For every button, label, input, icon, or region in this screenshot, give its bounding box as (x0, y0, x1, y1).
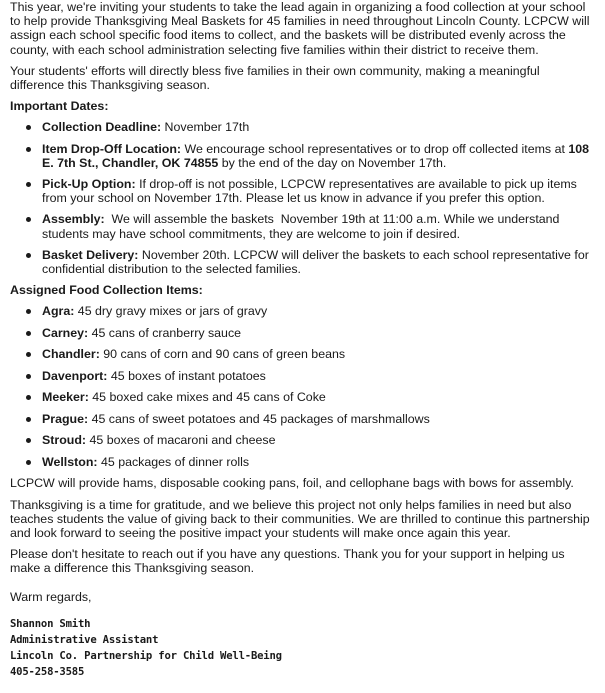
bullet-icon (26, 374, 31, 379)
bullet-icon (26, 125, 31, 130)
signature-org: Lincoln Co. Partnership for Child Well-Being (10, 649, 282, 662)
bullet-icon (26, 182, 31, 187)
list-item: Pick-Up Option: If drop-off is not possible, LCPCW representatives are available to pick up items from your school on November 17th. Please let us know in advance if you prefer this option. (42, 177, 595, 205)
signature-name: Shannon Smith (10, 617, 91, 630)
bullet-icon (26, 217, 31, 222)
signature-phone: 405-258-3585 (10, 665, 85, 678)
bullet-icon (26, 460, 31, 465)
bullet-icon (26, 253, 31, 258)
bullet-icon (26, 309, 31, 314)
bullet-icon (26, 438, 31, 443)
closing-paragraph-2: Thanksgiving is a time for gratitude, and we believe this project not only helps families in need but also teaches students the value of giving back to their communities. We are thrilled to continue this partnership and look forward to seeing the positive impact your students will make once again this year. (10, 497, 590, 541)
list-item: Stroud: 45 boxes of macaroni and cheese (42, 433, 595, 447)
bullet-icon (26, 147, 31, 152)
list-item: Prague: 45 cans of sweet potatoes and 45 packages of marshmallows (42, 412, 595, 426)
list-item: Davenport: 45 boxes of instant potatoes (42, 369, 595, 383)
food-items-list (10, 304, 595, 469)
list-item: Assembly: We will assemble the baskets November 19th at 11:00 a.m. While we understand students may have school commitments, they are welcome to join if desired. (42, 212, 595, 240)
list-item: Chandler: 90 cans of corn and 90 cans of green beans (42, 347, 595, 361)
closing-paragraph: LCPCW will provide hams, disposable cooking pans, foil, and cellophane bags with bows for assembly. (10, 476, 574, 491)
important-dates-heading: Important Dates: (10, 99, 109, 114)
food-items-heading: Assigned Food Collection Items: (10, 283, 203, 298)
important-dates-list (10, 120, 595, 276)
intro-paragraph: This year, we're inviting your students to take the lead again in organizing a food collection at your school to help provide Thanksgiving Meal Baskets for 45 families in need throughout Lincoln County. LCPCW will assign each school specific food items to collect, and the baskets will be distributed evenly across the county, with each school administration selecting five families within their district to receive them. (10, 0, 590, 57)
signature-title: Administrative Assistant (10, 633, 159, 646)
list-item: Carney: 45 cans of cranberry sauce (42, 326, 595, 340)
signature-block (10, 616, 595, 680)
closing-regards: Warm regards, (10, 589, 92, 604)
list-item: Agra: 45 dry gravy mixes or jars of gravy (42, 304, 595, 318)
list-item: Collection Deadline: November 17th (42, 120, 595, 134)
intro-paragraph-2: Your students' efforts will directly bless five families in their own community, making a meaningful difference this Thanksgiving season. (10, 63, 540, 93)
list-item: Wellston: 45 packages of dinner rolls (42, 455, 595, 469)
list-item: Meeker: 45 boxed cake mixes and 45 cans of Coke (42, 390, 595, 404)
bullet-icon (26, 331, 31, 336)
list-item: Basket Delivery: November 20th. LCPCW will deliver the baskets to each school representative for confidential distribution to the selected families. (42, 248, 595, 276)
bullet-icon (26, 395, 31, 400)
closing-paragraph-3: Please don't hesitate to reach out if you have any questions. Thank you for your support in helping us make a difference this Thanksgiving season. (10, 547, 565, 576)
bullet-icon (26, 352, 31, 357)
bullet-icon (26, 417, 31, 422)
list-item: Item Drop-Off Location: We encourage school representatives or to drop off collected items at 108 E. 7th St., Chandler, OK 74855 by the end of the day on November 17th. (42, 142, 595, 170)
